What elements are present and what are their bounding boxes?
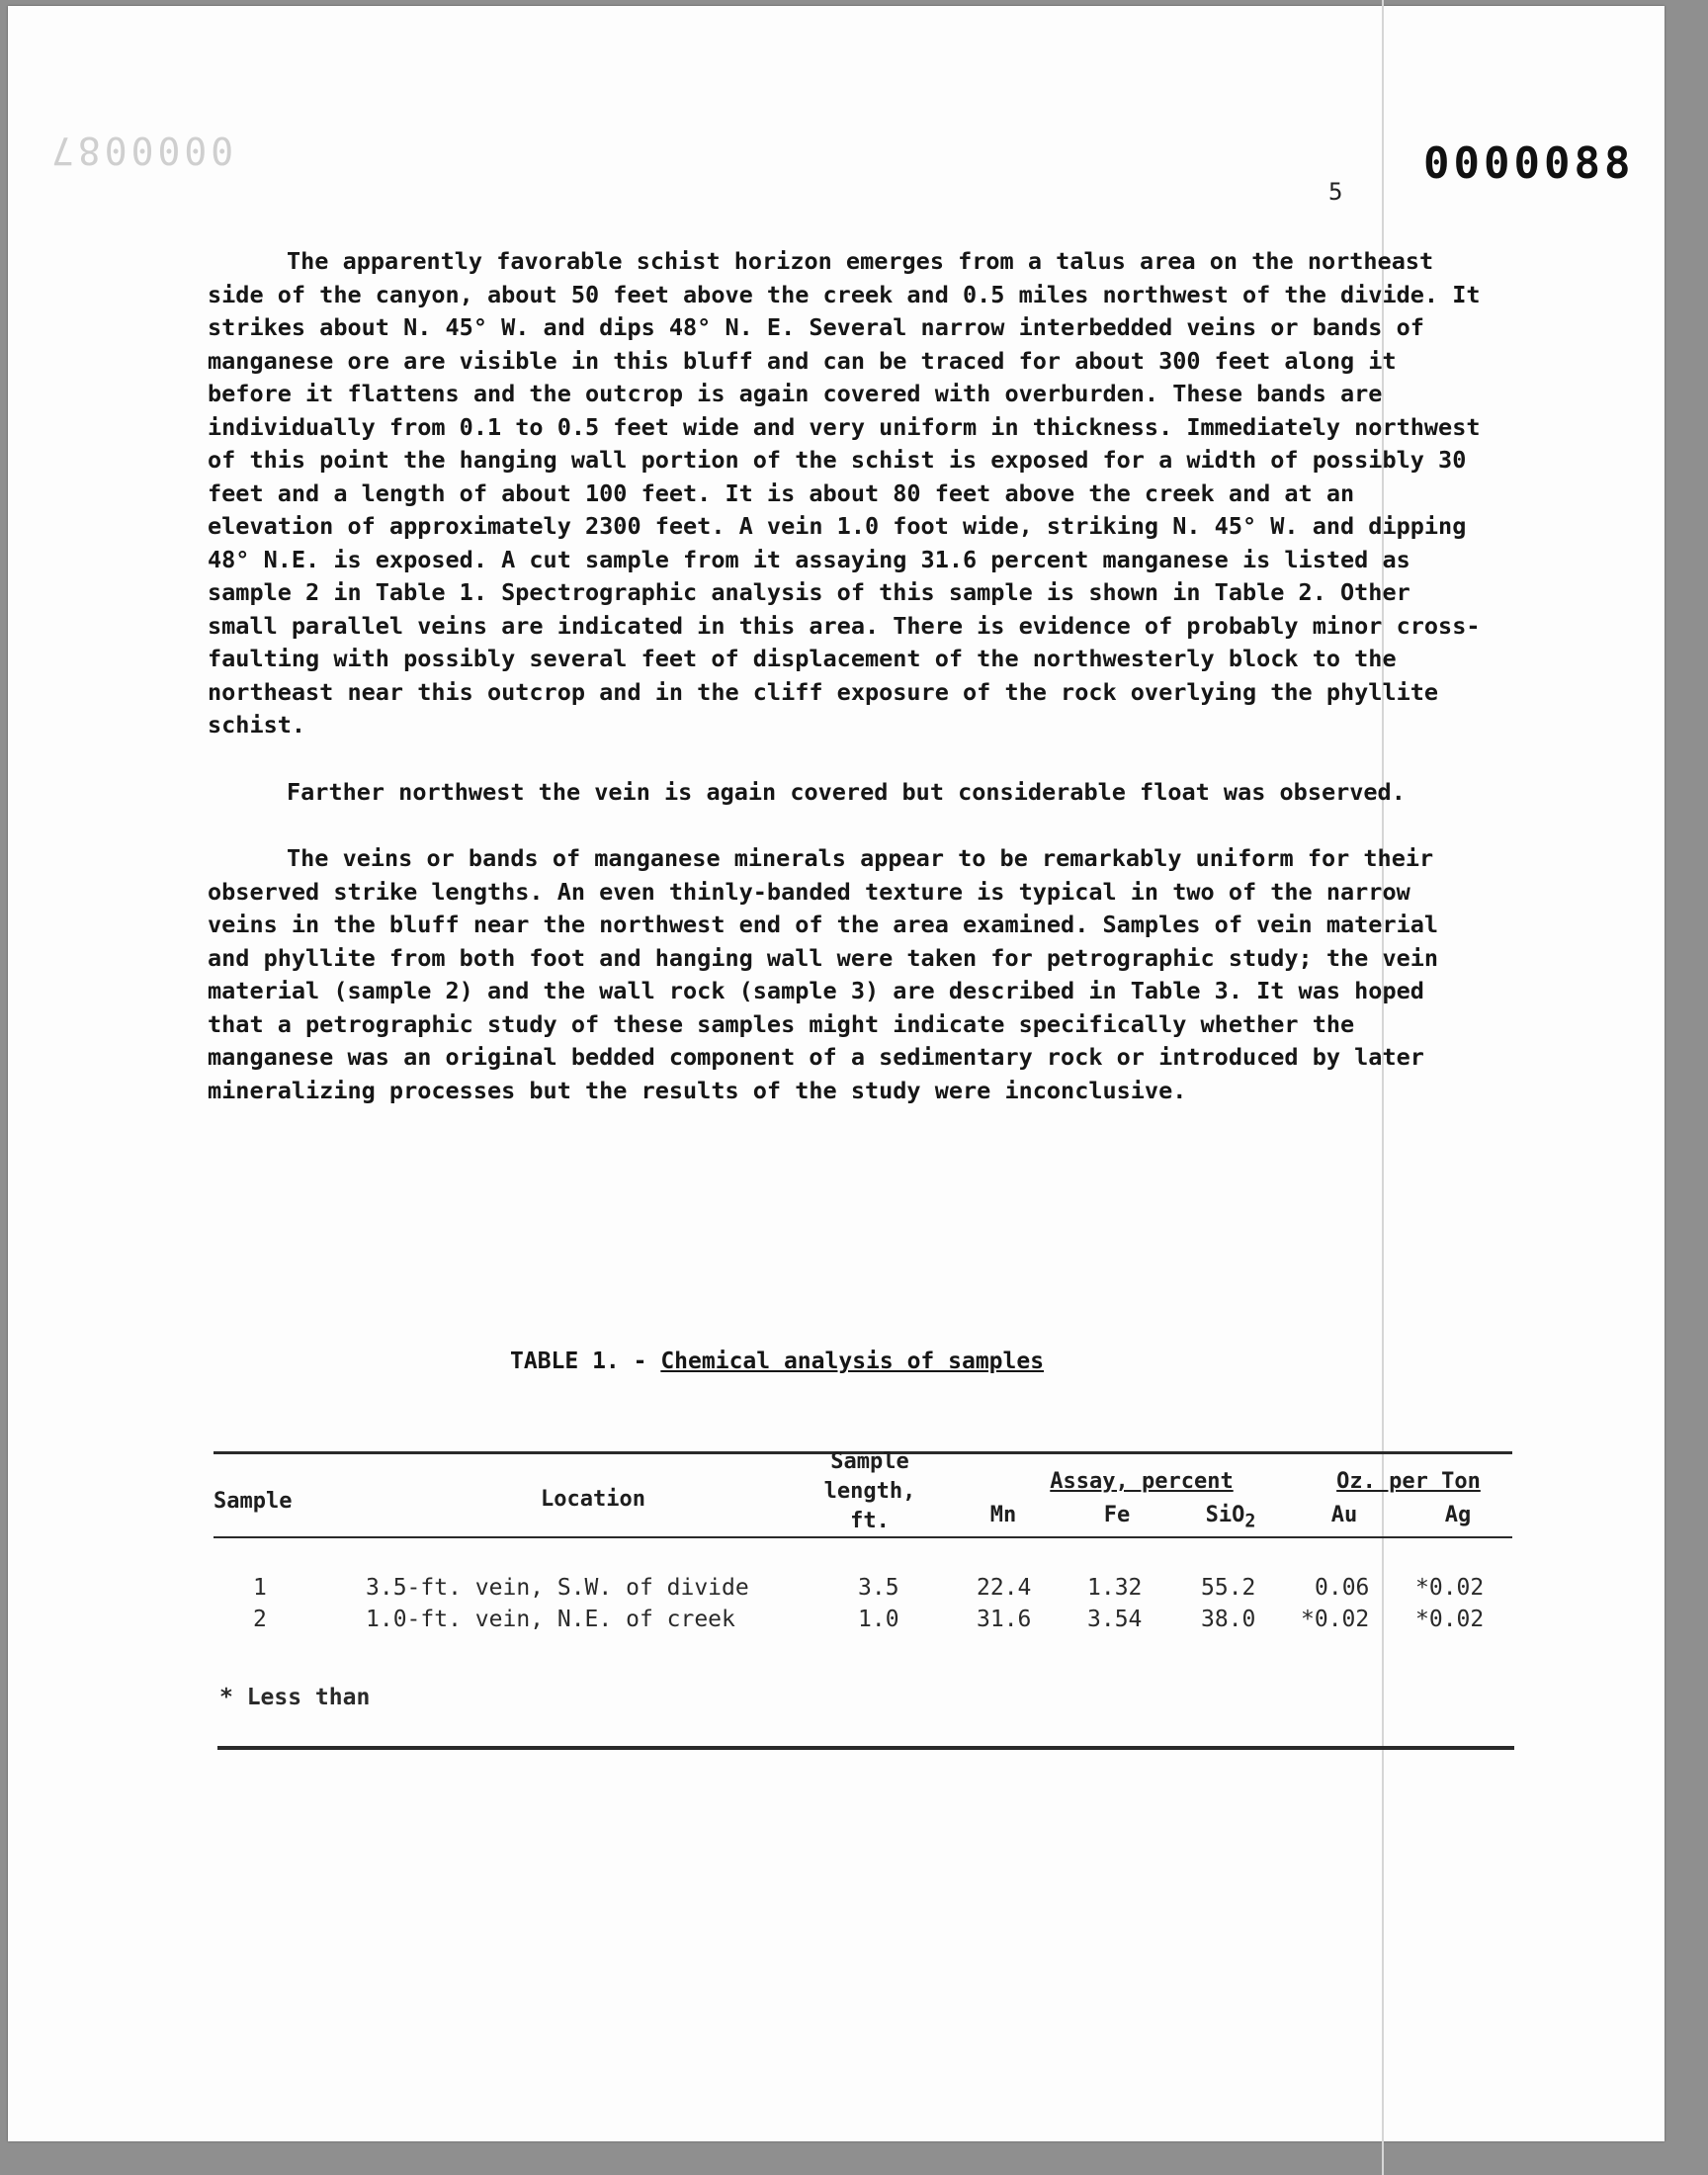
table-title xyxy=(510,1348,1044,1374)
page-number: 5 xyxy=(1328,178,1343,206)
row2-mn: 31.6 xyxy=(977,1607,1032,1632)
row1-fe: 1.32 xyxy=(1087,1575,1143,1601)
table-title-main: Chemical analysis of samples xyxy=(660,1348,1045,1374)
paragraph-1: The apparently favorable schist horizon emerges from a talus area on the northeast side of the canyon, about 50 feet above the creek and 0.5 miles northwest of the divide. It strikes about N. 45° W. and dips 48° N. E. Several narrow interbedded veins or bands of manganese ore are visible in this bluff and can be traced for about 300 feet along it before it flattens and the outcrop is again covered with overburden. These bands are individually from 0.1 to 0.5 feet wide and very uniform in thickness. Immediately northwest of this point the hanging wall portion of the schist is exposed for a width of possibly 30 feet and a length of about 100 feet. It is about 80 feet above the creek and at an elevation of approximately 2300 feet. A vein 1.0 foot wide, striking N. 45° W. and dipping 48° N.E. is exposed. A cut sample from it assaying 31.6 percent manganese is listed as sample 2 in Table 1. Spectrographic analysis of this sample is shown in Table 2. Other small parallel veins are indicated in this area. There is evidence of probably minor cross-faulting with possibly several feet of displacement of the northwesterly block to the northeast near this outcrop and in the cliff exposure of the rock overlying the phyllite schist. xyxy=(208,247,1481,739)
row2-sio2: 38.0 xyxy=(1201,1607,1256,1632)
row1-ag: *0.02 xyxy=(1415,1575,1485,1601)
header-oz-group: Oz. per Ton xyxy=(1336,1469,1481,1494)
header-mn: Mn xyxy=(989,1503,1017,1527)
document-number: 0000088 xyxy=(1423,138,1635,189)
body-text xyxy=(208,245,1493,1107)
header-location: Location xyxy=(541,1487,645,1512)
row2-location: 1.0-ft. vein, N.E. of creek xyxy=(366,1607,735,1632)
table-header-rule xyxy=(214,1536,1512,1538)
header-au: Au xyxy=(1330,1503,1358,1527)
header-sio2: SiO$_2$ xyxy=(1205,1503,1256,1532)
header-length-line2: length, xyxy=(823,1479,916,1504)
table-title-prefix: TABLE 1. - xyxy=(510,1348,661,1374)
row1-au: 0.06 xyxy=(1315,1575,1370,1601)
paragraph-2: Farther northwest the vein is again covered but considerable float was observed. xyxy=(287,777,1406,806)
row1-sample: 1 xyxy=(253,1575,267,1601)
row2-length: 1.0 xyxy=(858,1607,899,1632)
header-ag: Ag xyxy=(1444,1503,1472,1527)
row2-ag: *0.02 xyxy=(1415,1607,1485,1632)
row2-fe: 3.54 xyxy=(1087,1607,1143,1632)
paragraph-3: The veins or bands of manganese minerals appear to be remarkably uniform for their observed strike lengths. An even thinly-banded texture is typical in two of the narrow veins in the bluff near the northwest end of the area examined. Samples of vein material and phyllite from both foot and hanging wall were taken for petrographic study; the vein material (sample 2) and the wall rock (sample 3) are described in Table 3. It was hoped that a petrographic study of these samples might indicate specifically whether the manganese was an original bedded component of a sedimentary rock or introduced by later mineralizing processes but the results of the study were inconclusive. xyxy=(208,844,1439,1104)
row2-au: *0.02 xyxy=(1301,1607,1370,1632)
table-bottom-rule xyxy=(217,1746,1514,1750)
row2-sample: 2 xyxy=(253,1607,267,1632)
row1-location: 3.5-ft. vein, S.W. of divide xyxy=(366,1575,749,1601)
header-sample: Sample xyxy=(214,1489,293,1514)
row1-sio2: 55.2 xyxy=(1201,1575,1256,1601)
header-length-line1: Sample xyxy=(830,1449,909,1474)
row1-mn: 22.4 xyxy=(977,1575,1032,1601)
header-fe: Fe xyxy=(1103,1503,1131,1527)
table-footnote: * Less than xyxy=(219,1685,371,1710)
bleed-through-number: 0000087 xyxy=(47,129,234,172)
header-assay-group: Assay, percent xyxy=(1050,1469,1234,1494)
row1-length: 3.5 xyxy=(858,1575,899,1601)
header-length-line3: ft. xyxy=(850,1509,890,1533)
